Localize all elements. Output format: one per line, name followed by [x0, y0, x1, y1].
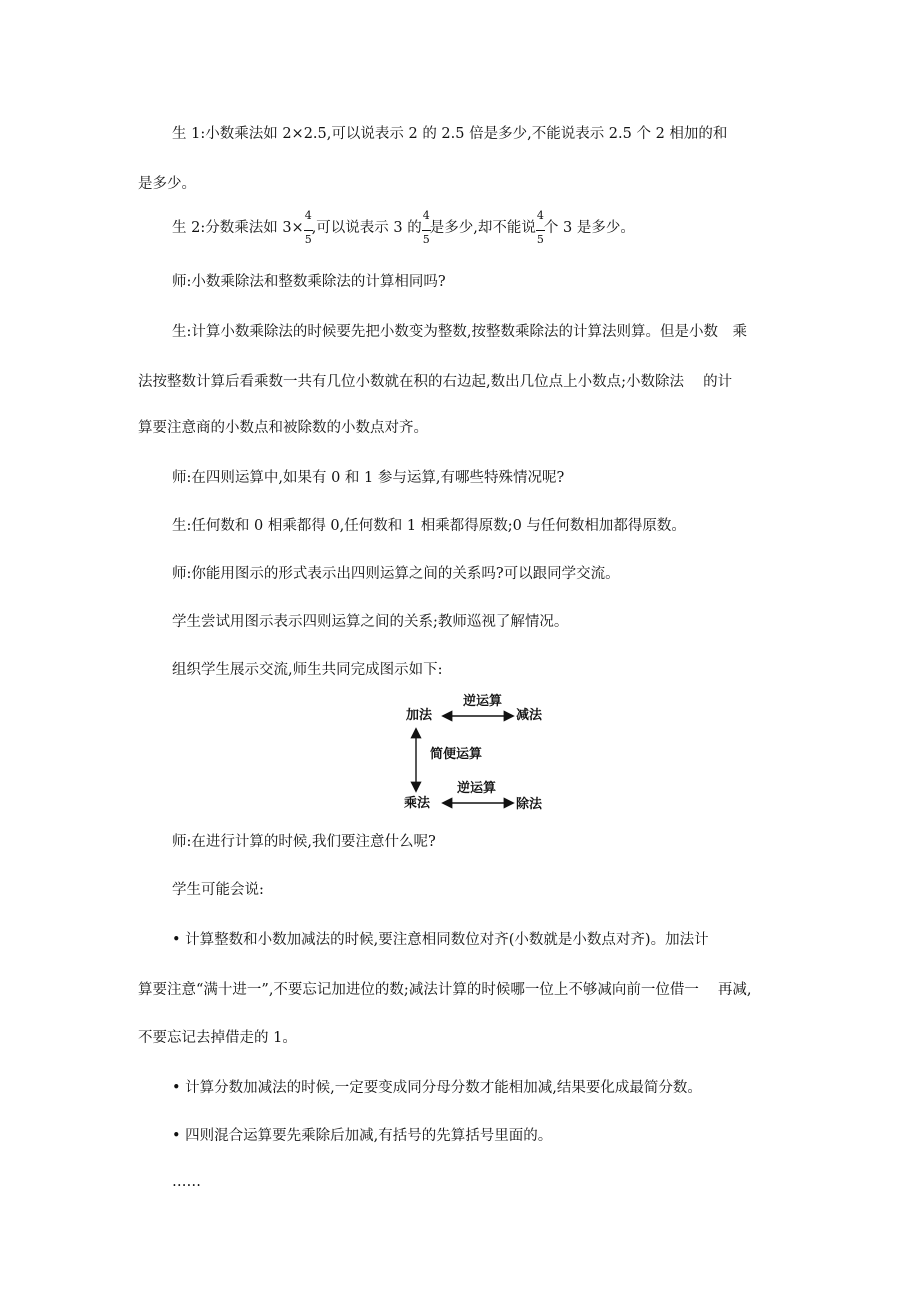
diagram-multiplication: 乘法 [404, 796, 431, 811]
paragraph-teacher-question2: 师:在四则运算中,如果有 0 和 1 参与运算,有哪些特殊情况呢? [172, 470, 565, 486]
bullet-mixed-operations: • 四则混合运算要先乘除后加减,有括号的先算括号里面的。 [172, 1128, 553, 1144]
paragraph-student-may-say: 学生可能会说: [172, 882, 264, 898]
paragraph-teacher-question3: 师:你能用图示的形式表示出四则运算之间的关系吗?可以跟同学交流。 [172, 566, 620, 582]
paragraph-student-activity: 学生尝试用图示表示四则运算之间的关系;教师巡视了解情况。 [172, 614, 569, 630]
fraction-four-fifths: $\frac{4}{5}$ [422, 209, 430, 246]
paragraph-student-answer1-line1: 生:计算小数乘除法的时候要先把小数变为整数,按整数乘除法的计算法则算。但是小数 乘 [172, 324, 747, 340]
paragraph-teacher-question4: 师:在进行计算的时候,我们要注意什么呢? [172, 834, 436, 850]
paragraph-student-answer2: 生:任何数和 0 相乘都得 0,任何数和 1 相乘都得原数;0 与任何数相加都得原数。 [172, 518, 686, 534]
student2-text-c: 是多少,却不能说 [429, 220, 536, 236]
student2-text-b: ,可以说表示 3 的 [311, 220, 422, 236]
paragraph-student1-line2: 是多少。 [138, 176, 196, 192]
paragraph-student-answer1-line2: 法按整数计算后看乘数一共有几位小数就在积的右边起,数出几位点上小数点;小数除法 的计 [138, 374, 733, 390]
student2-text-a: 生 2:分数乘法如 3× [172, 220, 304, 236]
diagram-division: 除法 [516, 797, 543, 812]
bullet-integer-decimal-line1: • 计算整数和小数加减法的时候,要注意相同数位对齐(小数就是小数点对齐)。加法计 [172, 932, 709, 948]
fraction-four-fifths: $\frac{4}{5}$ [536, 209, 544, 246]
bullet-fractions: • 计算分数加减法的时候,一定要变成同分母分数才能相加减,结果要化成最简分数。 [172, 1080, 702, 1096]
diagram-inverse-top: 逆运算 [463, 694, 503, 709]
diagram-addition: 加法 [406, 708, 433, 723]
bullet-integer-decimal-line2: 算要注意“满十进一”,不要忘记加进位的数;减法计算的时候哪一位上不够减向前一位借一 再减, [138, 982, 752, 998]
paragraph-student1-line1: 生 1:小数乘法如 2×2.5,可以说表示 2 的 2.5 倍是多少,不能说表示 2.5 个 2 相加的和 [172, 126, 728, 142]
ellipsis: …… [172, 1174, 201, 1190]
diagram-subtraction: 减法 [516, 708, 543, 723]
paragraph-student-answer1-line3: 算要注意商的小数点和被除数的小数点对齐。 [138, 420, 428, 436]
paragraph-organize: 组织学生展示交流,师生共同完成图示如下: [172, 662, 443, 678]
bullet-integer-decimal-line3: 不要忘记去掉借走的 1。 [138, 1030, 297, 1046]
diagram-inverse-bottom: 逆运算 [457, 781, 497, 796]
fraction-four-fifths: $\frac{4}{5}$ [304, 209, 312, 246]
student2-text-d: 个 3 是多少。 [543, 220, 635, 236]
paragraph-teacher-question1: 师:小数乘除法和整数乘除法的计算相同吗? [172, 274, 446, 290]
diagram-shortcut: 简便运算 [430, 747, 483, 762]
